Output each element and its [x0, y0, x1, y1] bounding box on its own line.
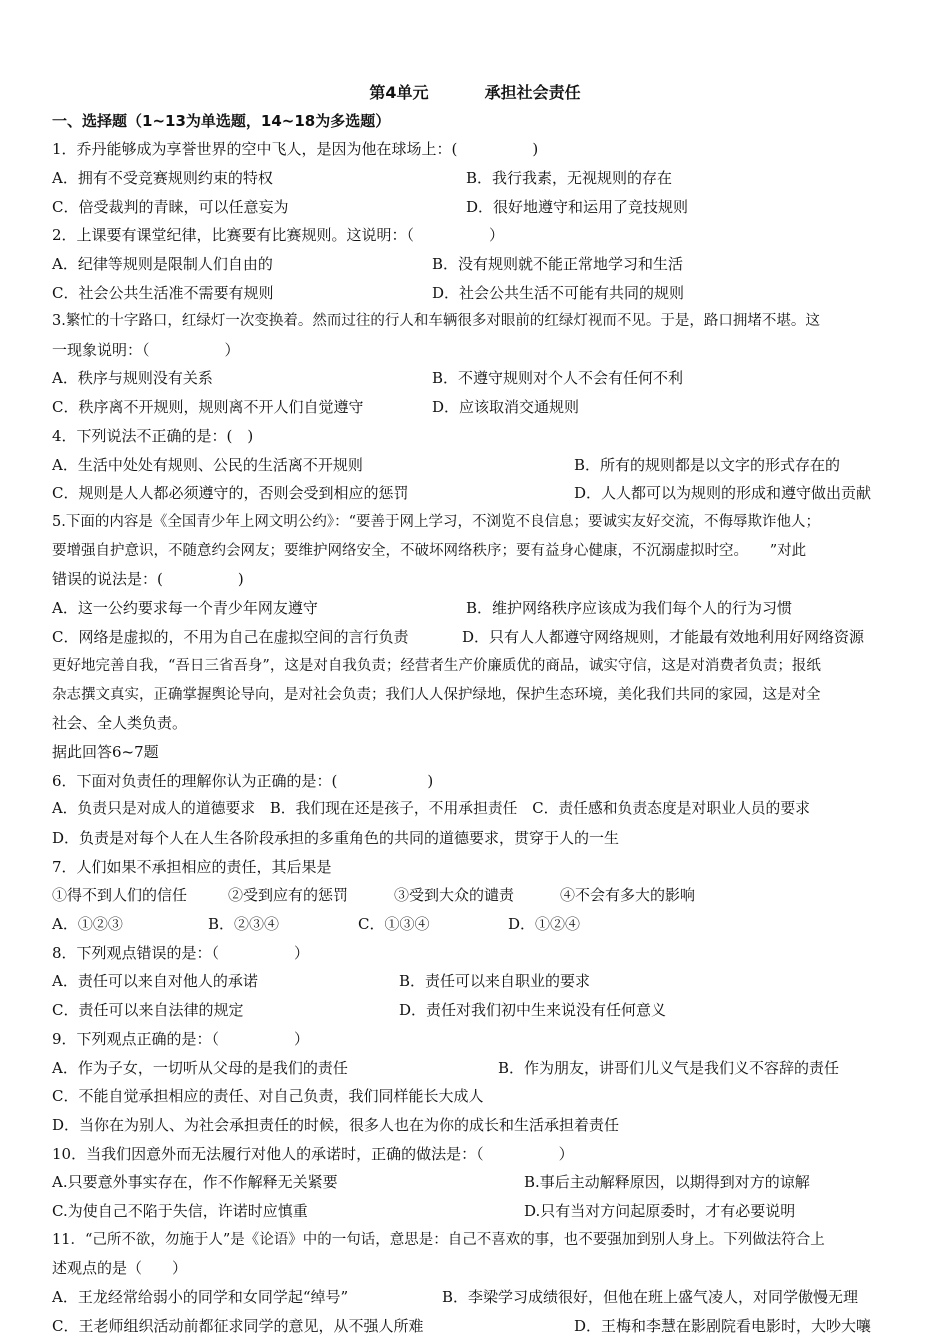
question-5-stem-line-1: 5.下面的内容是《全国青少年上网文明公约》：“要善于网上学习，不浏览不良信息；要诚实友好交流，不侮辱欺诈他人；: [52, 514, 820, 530]
question-7-option-a: A．①②③: [52, 915, 123, 933]
question-4-option-d: D．人人都可以为规则的形成和遵守做出贡献: [574, 484, 872, 502]
question-10-stem: 10．当我们因意外而无法履行对他人的承诺时，正确的做法是：（ ）: [52, 1145, 574, 1163]
question-10-option-a: A.只要意外事实存在，作不作解释无关紧要: [52, 1173, 338, 1191]
passage-line-1: 更好地完善自我，“吾日三省吾身”，这是对自我负责；经营者生产价廉质优的商品，诚实守信，这是对消费者负责；报纸: [52, 658, 821, 674]
question-9-option-c: C．不能自觉承担相应的责任、对自己负责，我们同样能长大成人: [52, 1087, 484, 1105]
question-11-option-a: A．王龙经常给弱小的同学和女同学起“绰号”: [52, 1288, 349, 1306]
question-10-option-c: C.为使自己不陷于失信，许诺时应慎重: [52, 1202, 308, 1220]
question-11-stem-line-1: 11．“己所不欲，勿施于人”是《论语》中的一句话，意思是：自己不喜欢的事，也不要强加到别人身上。下列做法符合上: [52, 1232, 825, 1248]
question-2-option-d: D．社会公共生活不可能有共同的规则: [432, 284, 685, 302]
question-1-option-c: C．倍受裁判的青睐，可以任意妄为: [52, 198, 289, 216]
question-7-option-d: D．①②④: [508, 915, 581, 933]
question-3-option-a: A．秩序与规则没有关系: [52, 369, 213, 387]
question-7-item: ①得不到人们的信任: [52, 886, 188, 904]
question-3-stem-line-1: 3.繁忙的十字路口，红绿灯一次变换着。然而过往的行人和车辆很多对眼前的红绿灯视而不见。于是，路口拥堵不堪。这: [52, 313, 820, 329]
question-10-option-b: B.事后主动解释原因，以期得到对方的谅解: [524, 1173, 810, 1191]
question-2-option-a: A．纪律等规则是限制人们自由的: [52, 255, 273, 273]
unit-label: 第4单元: [369, 83, 429, 102]
question-3-option-b: B．不遵守规则对个人不会有任何不利: [432, 369, 684, 387]
question-9-option-d: D．当你在为别人、为社会承担责任的时候，很多人也在为你的成长和生活承担着责任: [52, 1116, 620, 1134]
question-2-stem: 2．上课要有课堂纪律，比赛要有比赛规则。这说明：（ ）: [52, 226, 505, 244]
question-2-option-c: C．社会公共生活准不需要有规则: [52, 284, 274, 302]
question-5-stem-line-2: 要增强自护意识，不随意约会网友；要维护网络安全，不破坏网络秩序；要有益身心健康，不沉溺虚拟时空。 ”对此: [52, 543, 807, 559]
question-5-option-b: B．维护网络秩序应该成为我们每个人的行为习惯: [466, 599, 793, 617]
question-4-stem: 4．下列说法不正确的是：( ): [52, 427, 254, 445]
question-7-option-b: B．②③④: [208, 915, 280, 933]
question-1-stem: 1．乔丹能够成为享誉世界的空中飞人，是因为他在球场上：( ): [52, 140, 539, 158]
question-5-stem-line-3: 错误的说法是：( ): [52, 570, 244, 588]
question-6-option-d: D．负责是对每个人在人生各阶段承担的多重角色的共同的道德要求，贯穿于人的一生: [52, 829, 620, 847]
question-8-option-a: A．责任可以来自对他人的承诺: [52, 972, 258, 990]
question-2-option-b: B．没有规则就不能正常地学习和生活: [432, 255, 684, 273]
question-3-option-c: C．秩序离不开规则，规则离不开人们自觉遵守: [52, 398, 364, 416]
question-11-option-d: D．王梅和李慧在影剧院看电影时，大吵大嚷: [574, 1317, 872, 1335]
page-title: [0, 80, 950, 103]
question-8-option-c: C．责任可以来自法律的规定: [52, 1001, 244, 1019]
passage-instruction: 据此回答6~7题: [52, 743, 159, 761]
question-8-option-d: D．责任对我们初中生来说没有任何意义: [399, 1001, 667, 1019]
question-10-option-d: D.只有当对方问起原委时，才有必要说明: [524, 1202, 796, 1220]
question-9-option-a: A．作为子女，一切听从父母的是我们的责任: [52, 1059, 348, 1077]
question-5-option-d: D．只有人人都遵守网络规则，才能最有效地利用好网络资源: [462, 628, 865, 646]
question-7-stem: 7．人们如果不承担相应的责任，其后果是: [52, 858, 332, 876]
question-8-option-b: B．责任可以来自职业的要求: [399, 972, 591, 990]
question-1-option-d: D．很好地遵守和运用了竞技规则: [466, 198, 689, 216]
question-7-item: ③受到大众的谴责: [394, 886, 515, 904]
question-9-stem: 9．下列观点正确的是：（ ）: [52, 1030, 310, 1048]
question-4-option-b: B．所有的规则都是以文字的形式存在的: [574, 456, 841, 474]
unit-topic: 承担社会责任: [484, 83, 581, 102]
question-11-option-b: B．李梁学习成绩很好，但他在班上盛气凌人，对同学傲慢无理: [442, 1288, 859, 1306]
question-6-stem: 6．下面对负责任的理解你认为正确的是：( ): [52, 772, 434, 790]
question-7-item: ②受到应有的惩罚: [228, 886, 349, 904]
question-11-option-c: C．王老师组织活动前都征求同学的意见，从不强人所难: [52, 1317, 424, 1335]
question-3-stem-line-2: 一现象说明：（ ）: [52, 341, 240, 359]
question-4-option-a: A．生活中处处有规则、公民的生活离不开规则: [52, 456, 363, 474]
question-8-stem: 8．下列观点错误的是：（ ）: [52, 944, 310, 962]
passage-line-2: 杂志撰文真实，正确掌握舆论导向，是对社会负责；我们人人保护绿地，保护生态环境，美化我们共同的家园，这是对全: [52, 687, 821, 703]
question-3-option-d: D．应该取消交通规则: [432, 398, 580, 416]
question-4-option-c: C．规则是人人都必须遵守的，否则会受到相应的惩罚: [52, 484, 409, 502]
question-5-option-a: A．这一公约要求每一个青少年网友遵守: [52, 599, 318, 617]
passage-line-3: 社会、全人类负责。: [52, 714, 188, 732]
section-heading: 一、选择题（1~13为单选题，14~18为多选题）: [52, 112, 391, 130]
question-6-options-abc: A．负责只是对成人的道德要求 B．我们现在还是孩子，不用承担责任 C．责任感和负责态度是对职业人员的要求: [52, 800, 810, 817]
question-7-option-c: C．①③④: [358, 915, 430, 933]
question-1-option-a: A．拥有不受竞赛规则约束的特权: [52, 169, 273, 187]
question-1-option-b: B．我行我素，无视规则的存在: [466, 169, 673, 187]
question-5-option-c: C．网络是虚拟的，不用为自己在虚拟空间的言行负责: [52, 628, 409, 646]
question-7-item: ④不会有多大的影响: [560, 886, 696, 904]
question-9-option-b: B．作为朋友，讲哥们儿义气是我们义不容辞的责任: [498, 1059, 840, 1077]
question-11-stem-line-2: 述观点的是（ ）: [52, 1259, 188, 1277]
